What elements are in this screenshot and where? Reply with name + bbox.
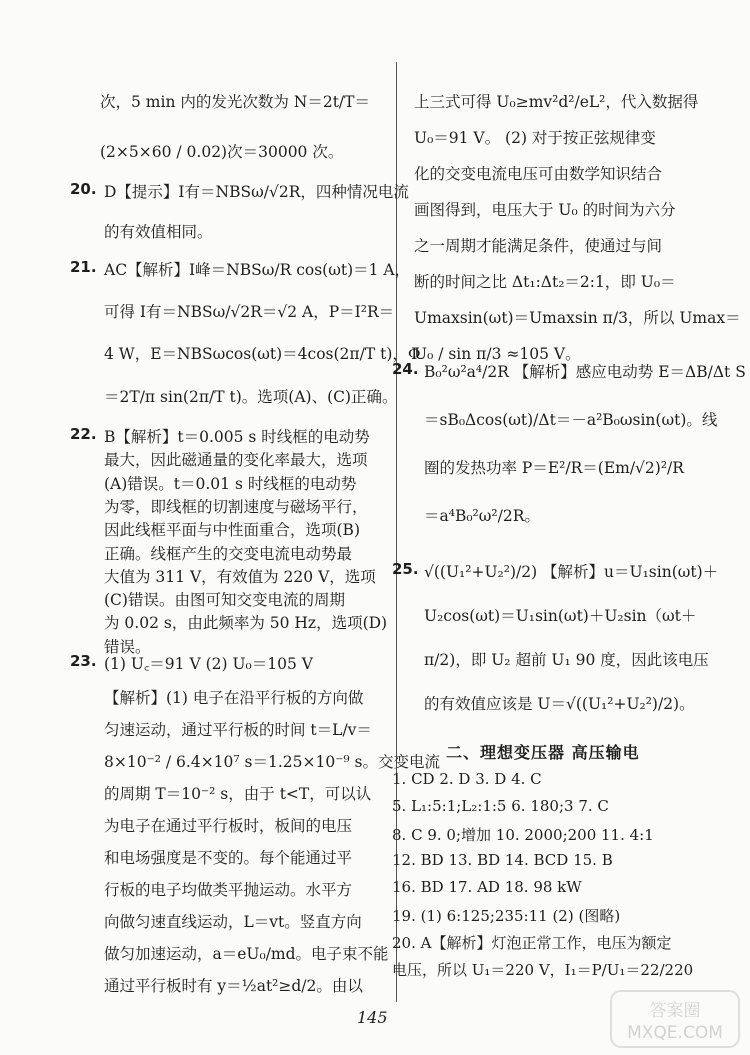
section-title: 二、理想变压器 高压输电 — [446, 743, 640, 762]
q21-answer-line-4: ＝2T/π sin(2π/T t)。选项(A)、(C)正确。 — [104, 388, 398, 406]
q21-answer-line-2: 可得 I有＝NBSω/√2R＝√2 A，P＝I²R＝ — [104, 303, 395, 321]
watermark-logo — [610, 990, 740, 1048]
q22-line-5: 因此线框平面与中性面重合，选项(B) — [104, 521, 360, 540]
q23-line-4: 的周期 T＝10⁻² s，由于 t<T，可以认 — [104, 785, 372, 803]
q23-answer-head: (1) U꜀＝91 V (2) U₀＝105 V — [104, 655, 313, 673]
svg-text:MXQE.COM: MXQE.COM — [627, 1023, 723, 1043]
q22-number: 22. — [70, 425, 97, 443]
q22-line-4: 为零，即线框的切割速度与磁场平行， — [104, 497, 368, 516]
q23-cont-line-5: 之一周期才能满足条件，使通过与间 — [414, 237, 663, 255]
q25-line-1: √((U₁²+U₂²)/2) 【解析】u＝U₁sin(ωt)＋ — [424, 563, 719, 581]
q22-line-7: 大值为 311 V，有效值为 220 V，选项 — [104, 567, 376, 586]
answer-row: 5. L₁:5:1;L₂:1:5 6. 180;3 7. C — [392, 797, 609, 815]
q23-line-1: 【解析】(1) 电子在沿平行板的方向做 — [104, 689, 364, 707]
q22-line-3: (A)错误。t＝0.01 s 时线框的电动势 — [104, 474, 357, 493]
q23-line-2: 匀速运动，通过平行板的时间 t＝L/v＝ — [104, 721, 372, 739]
answer-row: 19. (1) 6:125;235:11 (2) (图略) — [392, 907, 621, 925]
q21-number: 21. — [70, 258, 97, 276]
q23-line-5: 为电子在通过平行板时，板间的电压 — [104, 817, 353, 835]
answer-row: 电压，所以 U₁＝220 V，I₁＝P/U₁＝22/220 — [392, 961, 694, 979]
page-number: 145 — [357, 1008, 388, 1027]
q23-line-6: 和电场强度是不变的。每个能通过平 — [104, 849, 353, 867]
q22-line-9: 为 0.02 s，由此频率为 50 Hz，选项(D) — [104, 614, 388, 633]
q20-number: 20. — [70, 180, 97, 198]
svg-text:答案圈: 答案圈 — [649, 1001, 701, 1021]
answer-row: 20. A【解析】灯泡正常工作，电压为额定 — [392, 934, 672, 952]
q25-line-4: 的有效值应该是 U＝√((U₁²+U₂²)/2)。 — [424, 695, 695, 713]
left-line-1: 次，5 min 内的发光次数为 N＝2t/T＝ — [100, 93, 370, 111]
q25-line-2: U₂cos(ωt)＝U₁sin(ωt)＋U₂sin（ωt＋ — [424, 607, 697, 625]
q23-cont-line-3: 化的交变电流电压可由数学知识结合 — [414, 165, 663, 183]
q20-answer-line-1: D【提示】I有＝NBSω/√2R，四种情况电流 — [104, 183, 409, 201]
q21-answer-line-1: AC【解析】I峰＝NBSω/R cos(ωt)＝1 A， — [104, 261, 411, 279]
q23-line-3: 8×10⁻² / 6.4×10⁷ s＝1.25×10⁻⁹ s。交变电流 — [104, 753, 440, 771]
answer-row: 16. BD 17. AD 18. 98 kW — [392, 878, 582, 896]
q23-line-9: 做匀加速运动，a＝eU₀/md。电子束不能 — [104, 945, 389, 963]
q24-line-2: ＝sB₀Δcos(ωt)/Δt＝－a²B₀ωsin(ωt)。线 — [424, 411, 718, 429]
answer-row: 8. C 9. 0;增加 10. 2000;200 11. 4:1 — [392, 826, 654, 844]
q21-answer-line-3: 4 W，E＝NBSωcos(ωt)＝4cos(2π/T t)，Φ — [104, 345, 421, 363]
answer-row: 12. BD 13. BD 14. BCD 15. B — [392, 851, 613, 869]
q23-number: 23. — [70, 652, 97, 670]
q23-line-10: 通过平行板时有 y＝½at²≥d/2。由以 — [104, 977, 363, 995]
q23-line-8: 向做匀速直线运动，L＝vt。竖直方向 — [104, 913, 362, 931]
q24-line-3: 圈的发热功率 P＝E²/R＝(Em/√2)²/R — [424, 459, 684, 477]
q23-cont-line-4: 画图得到，电压大于 U₀ 的时间为六分 — [414, 201, 676, 219]
q25-number: 25. — [392, 560, 419, 578]
q25-line-3: π/2)，即 U₂ 超前 U₁ 90 度，因此该电压 — [424, 651, 709, 669]
q23-cont-line-2: U₀＝91 V。 (2) 对于按正弦规律变 — [414, 129, 656, 147]
answer-row: 1. CD 2. D 3. D 4. C — [392, 770, 542, 788]
q20-answer-line-2: 的有效值相同。 — [104, 223, 213, 241]
q23-cont-line-6: 断的时间之比 Δt₁:Δt₂＝2:1，即 U₀＝ — [414, 273, 676, 291]
q24-line-4: ＝a⁴B₀²ω²/2R。 — [424, 507, 540, 525]
q22-line-1: B【解析】t＝0.005 s 时线框的电动势 — [104, 428, 370, 446]
q22-line-8: (C)错误。由图可知交变电流的周期 — [104, 591, 345, 610]
q22-line-10: 错误。 — [104, 637, 151, 656]
q23-cont-line-8: U₀ / sin π/3 ≈105 V。 — [414, 345, 581, 363]
q22-line-2: 最大，因此磁通量的变化率最大，选项 — [104, 451, 368, 470]
q24-number: 24. — [392, 360, 419, 378]
q23-line-7: 行板的电子均做类平抛运动。水平方 — [104, 881, 353, 899]
q23-cont-line-1: 上三式可得 U₀≥mv²d²/eL²，代入数据得 — [414, 93, 699, 111]
q23-cont-line-7: Umaxsin(ωt)＝Umaxsin π/3，所以 Umax＝ — [414, 309, 741, 327]
q24-line-1: B₀²ω²a⁴/2R 【解析】感应电动势 E＝ΔB/Δt S — [424, 363, 746, 381]
left-line-2: (2×5×60 / 0.02)次＝30000 次。 — [100, 143, 344, 161]
q22-line-6: 正确。线框产生的交变电流电动势最 — [104, 544, 353, 563]
